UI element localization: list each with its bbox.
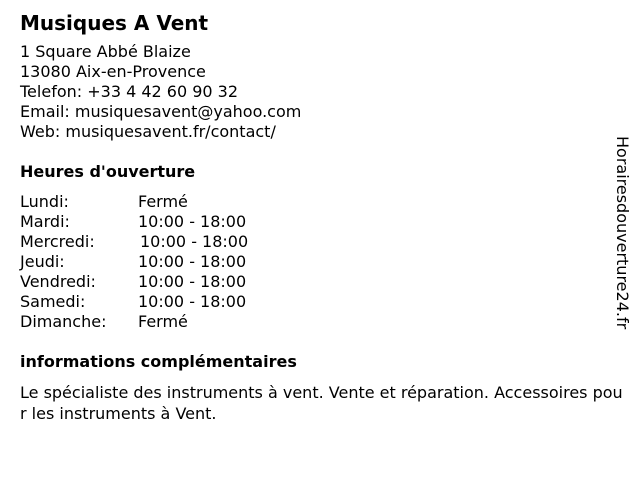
business-name: Musiques A Vent: [20, 11, 209, 35]
hours-day: Lundi:: [20, 192, 69, 211]
address-block: [20, 42, 610, 142]
info-text: Le spécialiste des instruments à vent. Vente et réparation. Accessoires pour les instruments à Vent.: [20, 383, 623, 423]
hours-day: Mercredi:: [20, 232, 95, 251]
hours-row-mardi: [20, 212, 610, 232]
hours-time: 10:00 - 18:00: [138, 252, 247, 271]
hours-row-vendredi: [20, 272, 610, 292]
hours-day: Jeudi:: [20, 252, 65, 271]
hours-day: Samedi:: [20, 292, 86, 311]
address-street: 1 Square Abbé Blaize: [20, 42, 191, 61]
hours-row-mercredi: [20, 232, 610, 252]
phone-line: Telefon: +33 4 42 60 90 32: [20, 82, 239, 101]
hours-row-jeudi: [20, 252, 610, 272]
site-watermark: Horairesdouverture24.fr: [613, 136, 632, 330]
hours-time: Fermé: [138, 312, 188, 331]
hours-time: Fermé: [138, 192, 188, 211]
web-line: Web: musiquesavent.fr/contact/: [20, 122, 276, 141]
hours-time: 10:00 - 18:00: [138, 272, 247, 291]
hours-row-lundi: [20, 192, 610, 212]
hours-time: 10:00 - 18:00: [138, 212, 247, 231]
hours-heading: Heures d'ouverture: [20, 162, 196, 181]
address-city: 13080 Aix-en-Provence: [20, 62, 206, 81]
info-heading: informations complémentaires: [20, 352, 297, 371]
hours-table: [20, 192, 610, 332]
hours-day: Mardi:: [20, 212, 70, 231]
hours-day: Dimanche:: [20, 312, 107, 331]
email-line: Email: musiquesavent@yahoo.com: [20, 102, 302, 121]
hours-day: Vendredi:: [20, 272, 96, 291]
hours-row-dimanche: [20, 312, 610, 332]
hours-row-samedi: [20, 292, 610, 312]
hours-time: 10:00 - 18:00: [140, 232, 249, 251]
hours-time: 10:00 - 18:00: [138, 292, 247, 311]
